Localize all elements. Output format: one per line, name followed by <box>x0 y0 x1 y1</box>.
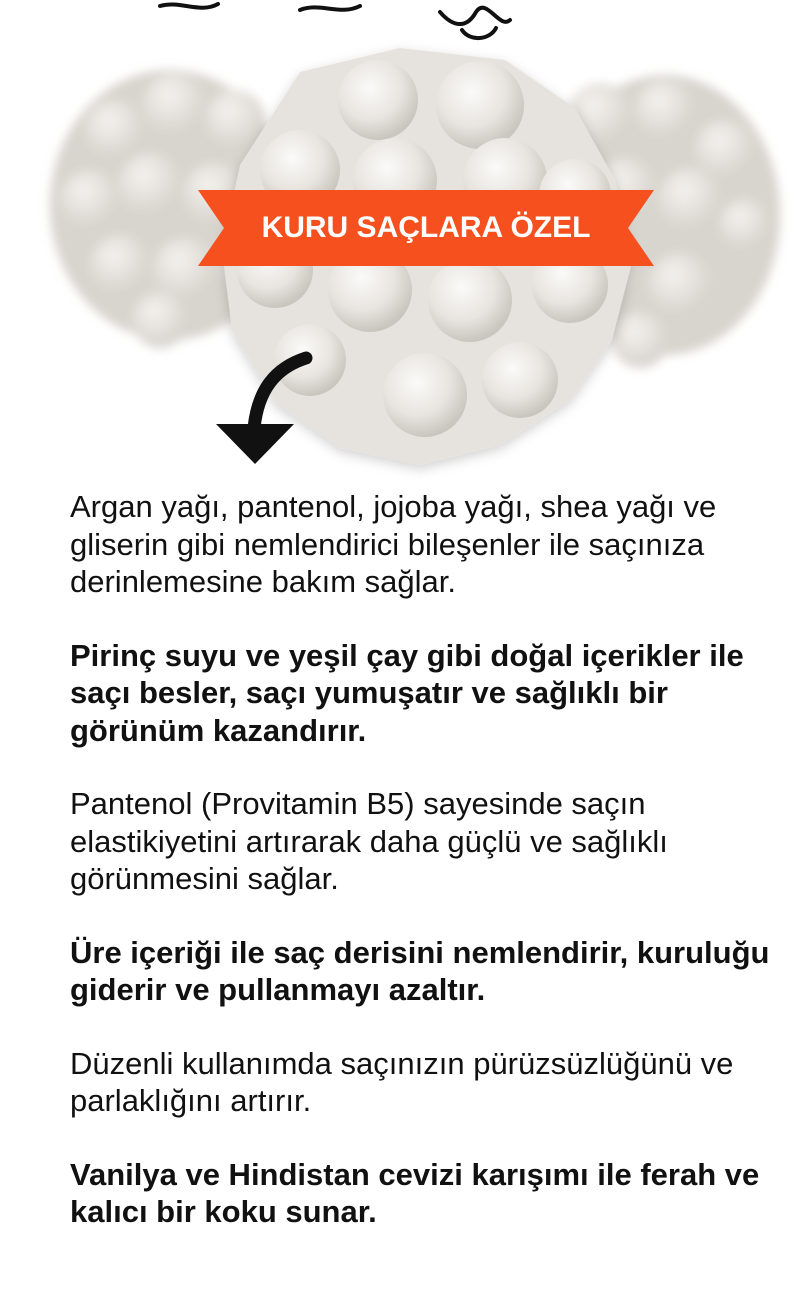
paragraph-panthenol: Pantenol (Provitamin B5) sayesinde saçın elastikiyetini artırarak daha güçlü ve sağlıklı görünmesini sağlar. <box>70 786 668 896</box>
paragraph-nourishing: Pirinç suyu ve yeşil çay gibi doğal içerikler ile saçı besler, saçı yumuşatır ve sağlıklı bir görünüm kazandırır. <box>70 637 744 748</box>
paragraph-urea: Üre içeriği ile saç derisini nemlendirir, kuruluğu giderir ve pullanmayı azaltır. <box>70 934 770 1007</box>
paragraph-fragrance: Vanilya ve Hindistan cevizi karışımı ile ferah ve kalıcı bir koku sunar. <box>70 1156 760 1229</box>
product-hero <box>0 0 800 480</box>
script-fragment <box>160 4 510 38</box>
product-description <box>70 488 770 1267</box>
kuru-saclara-ozel-badge <box>198 190 654 266</box>
badge-label: KURU SAÇLARA ÖZEL <box>261 211 591 244</box>
paragraph-moisturizing: Argan yağı, pantenol, jojoba yağı, shea yağı ve gliserin gibi nemlendirici bileşenler ile saçınıza derinlemesine bakım sağlar. <box>70 489 717 599</box>
paragraph-smoothness: Düzenli kullanımda saçınızın pürüzsüzlüğünü ve parlaklığını artırır. <box>70 1045 734 1118</box>
